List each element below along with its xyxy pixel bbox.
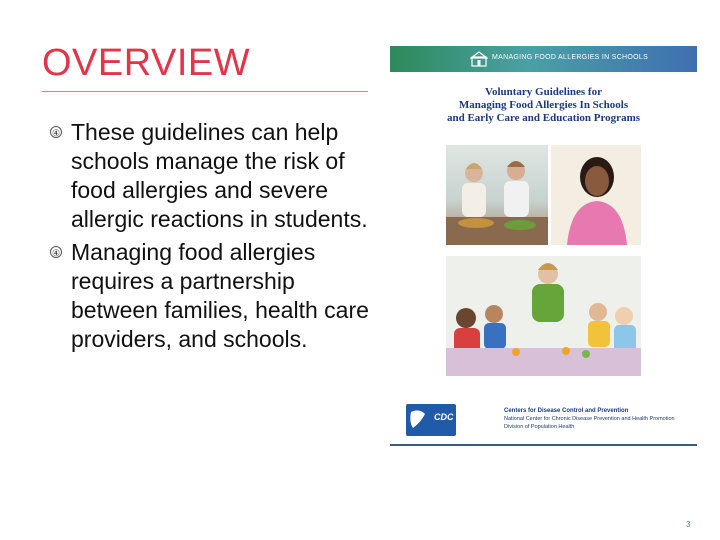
school-logo-icon <box>470 50 488 68</box>
bullet-item <box>50 238 370 354</box>
cover-org-line: Division of Population Health <box>504 424 575 430</box>
cover-title <box>390 86 697 125</box>
slide-title: OVERVIEW <box>42 42 251 84</box>
cover-header-band <box>390 46 697 72</box>
title-divider <box>42 91 368 92</box>
cdc-logo <box>406 404 456 436</box>
photo-smiling-woman <box>551 145 641 245</box>
cover-organization <box>504 407 694 431</box>
food-service-workers-illustration <box>446 145 548 245</box>
cover-title-line: Voluntary Guidelines for <box>485 86 602 98</box>
bullet-list <box>50 118 370 358</box>
bullet-marker-icon: ④ <box>51 248 61 258</box>
teacher-with-children-illustration <box>446 256 641 376</box>
photo-food-service-workers <box>446 145 548 245</box>
smiling-woman-illustration <box>551 145 641 245</box>
page-number: 3 <box>686 520 691 529</box>
cdc-logo-text: CDC <box>434 412 454 422</box>
bullet-text: Managing food allergies requires a partnership between families, health care providers, and schools. <box>71 239 369 352</box>
bullet-item <box>50 118 370 234</box>
cover-title-line: Managing Food Allergies In Schools <box>458 99 629 111</box>
cover-org-line: National Center for Chronic Disease Prevention and Health Promotion <box>504 416 675 422</box>
cover-header-text: MANAGING FOOD ALLERGIES IN SCHOOLS <box>492 54 649 61</box>
guidelines-cover-image <box>390 46 697 446</box>
photo-teacher-with-children <box>446 256 641 376</box>
cover-org-line: Centers for Disease Control and Prevention <box>504 408 629 414</box>
hhs-eagle-icon <box>406 404 432 436</box>
cover-footer-rule <box>390 444 697 446</box>
cover-title-line: and Early Care and Education Programs <box>446 112 641 124</box>
bullet-marker-icon: ④ <box>51 128 61 138</box>
bullet-text: These guidelines can help schools manage the risk of food allergies and severe allergic reactions in students. <box>71 119 368 232</box>
